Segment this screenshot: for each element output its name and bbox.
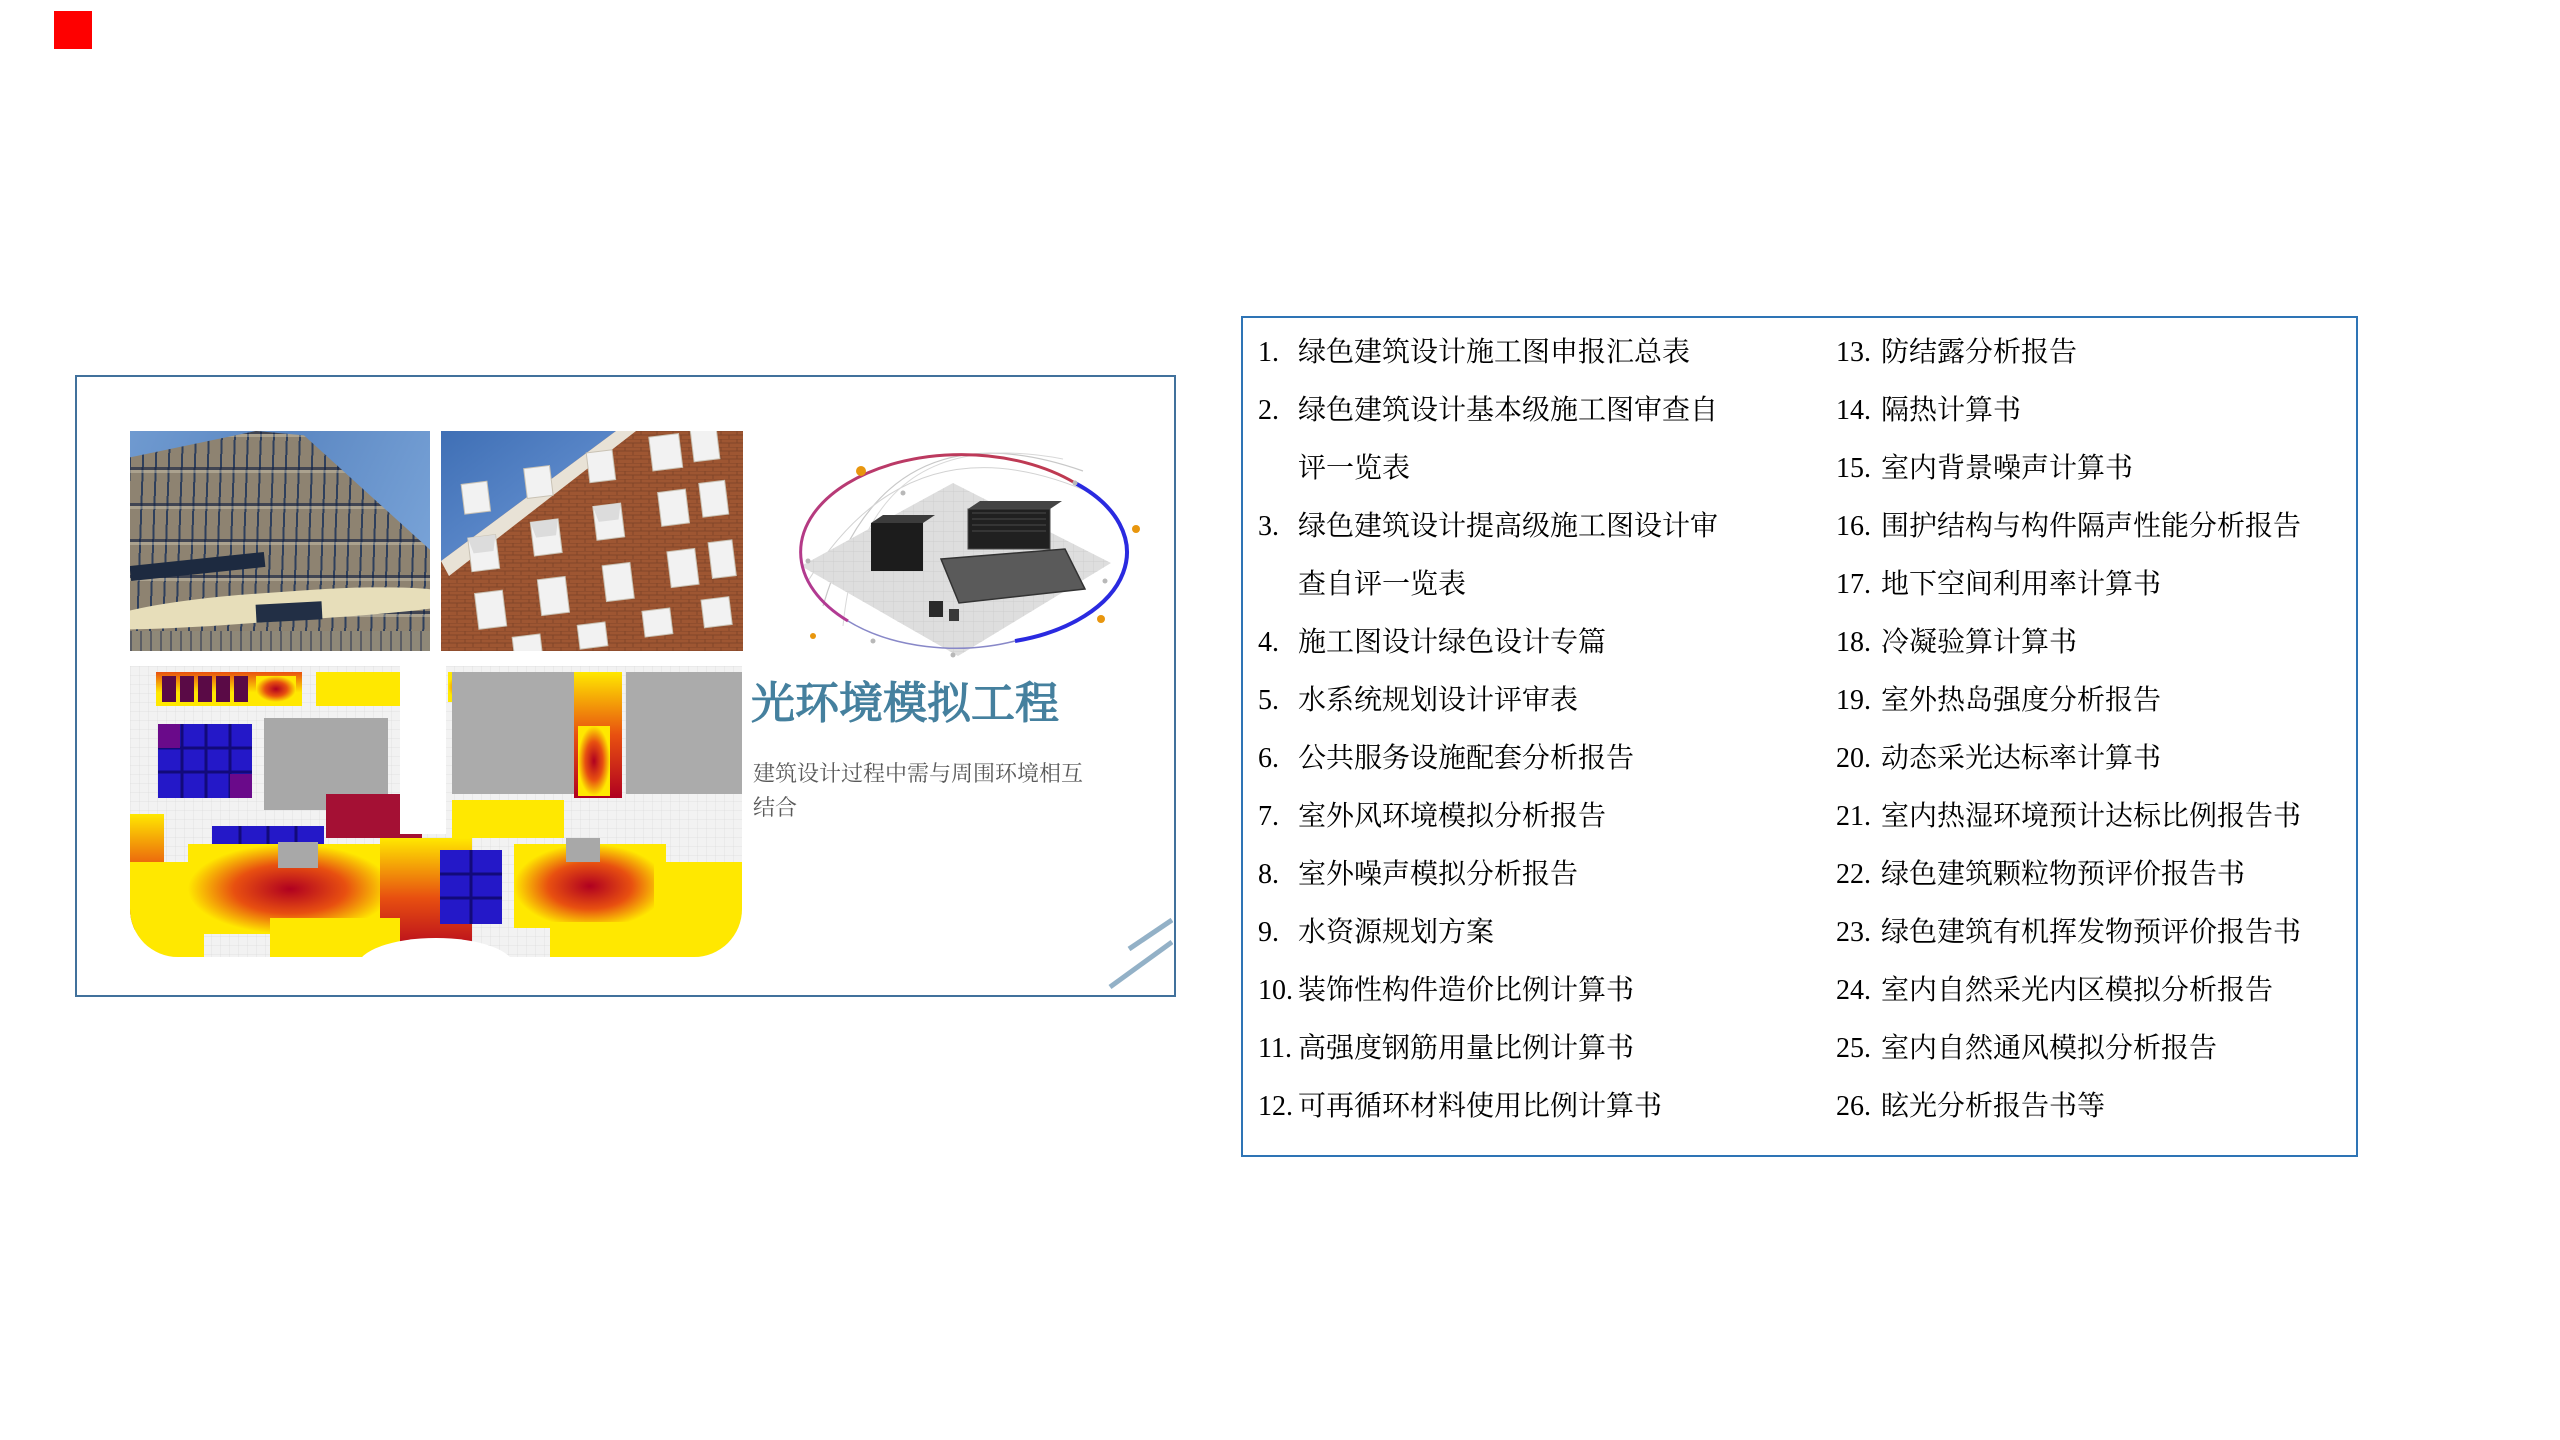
list-item bbox=[1836, 846, 2351, 904]
list-item-text: 公共服务设施配套分析报告 bbox=[1298, 743, 1635, 774]
list-item-number: 15. bbox=[1836, 453, 1871, 484]
list-item-number: 11. bbox=[1258, 1033, 1292, 1064]
list-item-text: 室内热湿环境预计达标比例报告书 bbox=[1881, 801, 2302, 832]
list-item bbox=[1836, 904, 2351, 962]
list-item-text: 高强度钢筋用量比例计算书 bbox=[1298, 1033, 1635, 1064]
list-item bbox=[1836, 498, 2351, 556]
list-item-number: 26. bbox=[1836, 1091, 1871, 1122]
list-item bbox=[1836, 324, 2351, 382]
brick-building-art bbox=[441, 431, 743, 651]
list-item-text: 室内自然采光内区模拟分析报告 bbox=[1881, 975, 2274, 1006]
list-column-right bbox=[1836, 324, 2351, 1136]
list-item-number: 24. bbox=[1836, 975, 1871, 1006]
canopy-structure bbox=[256, 601, 323, 622]
list-item bbox=[1243, 788, 1818, 846]
list-item-number: 19. bbox=[1836, 685, 1871, 716]
list-item bbox=[1243, 846, 1818, 904]
deliverables-list-panel bbox=[1241, 316, 2358, 1157]
list-item-text: 隔热计算书 bbox=[1881, 395, 2022, 426]
list-item-number: 17. bbox=[1836, 569, 1871, 600]
red-marker bbox=[54, 11, 92, 49]
sun-path-simulation-image bbox=[753, 431, 1143, 663]
facade-base bbox=[130, 631, 430, 651]
list-item-text: 地下空间利用率计算书 bbox=[1881, 569, 2162, 600]
list-item-number: 3. bbox=[1258, 511, 1279, 542]
list-item-text: 绿色建筑设计提高级施工图设计审 bbox=[1298, 511, 1719, 542]
list-item bbox=[1836, 382, 2351, 440]
list-item-text: 评一览表 bbox=[1298, 453, 1411, 484]
list-item bbox=[1243, 672, 1818, 730]
overview-panel bbox=[75, 375, 1176, 997]
list-item-text: 室外风环境模拟分析报告 bbox=[1298, 801, 1607, 832]
list-item bbox=[1836, 730, 2351, 788]
list-item bbox=[1836, 614, 2351, 672]
list-item-number: 10. bbox=[1258, 975, 1293, 1006]
list-item-text: 室外热岛强度分析报告 bbox=[1881, 685, 2162, 716]
list-item bbox=[1243, 730, 1818, 788]
list-item-number: 21. bbox=[1836, 801, 1871, 832]
list-item bbox=[1836, 1078, 2351, 1136]
list-item bbox=[1836, 962, 2351, 1020]
list-item-number: 1. bbox=[1258, 337, 1279, 368]
photo-brick-building bbox=[441, 431, 743, 651]
list-item bbox=[1836, 1020, 2351, 1078]
list-item-number: 16. bbox=[1836, 511, 1871, 542]
list-item-number: 6. bbox=[1258, 743, 1279, 774]
list-item bbox=[1836, 440, 2351, 498]
list-item-text: 绿色建筑有机挥发物预评价报告书 bbox=[1881, 917, 2302, 948]
list-item-number: 20. bbox=[1836, 743, 1871, 774]
list-item-text: 可再循环材料使用比例计算书 bbox=[1298, 1091, 1663, 1122]
list-item-text: 绿色建筑设计施工图申报汇总表 bbox=[1298, 337, 1691, 368]
panel-title: 光环境模拟工程 bbox=[751, 679, 1059, 728]
list-item-text: 室内背景噪声计算书 bbox=[1881, 453, 2134, 484]
list-item-text: 绿色建筑颗粒物预评价报告书 bbox=[1881, 859, 2246, 890]
list-item bbox=[1243, 440, 1818, 498]
list-item-text: 水资源规划方案 bbox=[1298, 917, 1495, 948]
list-item-number: 25. bbox=[1836, 1033, 1871, 1064]
list-item bbox=[1836, 788, 2351, 846]
list-item bbox=[1243, 498, 1818, 556]
list-item-number: 23. bbox=[1836, 917, 1871, 948]
list-item-text: 防结露分析报告 bbox=[1881, 337, 2078, 368]
list-item-text: 围护结构与构件隔声性能分析报告 bbox=[1881, 511, 2302, 542]
list-item-number: 5. bbox=[1258, 685, 1279, 716]
daylight-simulation-heatmap bbox=[130, 666, 742, 957]
list-item-number: 18. bbox=[1836, 627, 1871, 658]
list-column-left bbox=[1243, 324, 1818, 1136]
list-item-text: 施工图设计绿色设计专篇 bbox=[1298, 627, 1607, 658]
list-item bbox=[1836, 672, 2351, 730]
panel-subtitle: 建筑设计过程中需与周围环境相互结合 bbox=[753, 761, 1084, 820]
list-item-text: 动态采光达标率计算书 bbox=[1881, 743, 2162, 774]
list-item-number: 12. bbox=[1258, 1091, 1293, 1122]
list-item-text: 冷凝验算计算书 bbox=[1881, 627, 2078, 658]
list-item-text: 眩光分析报告书等 bbox=[1881, 1091, 2106, 1122]
sun-path-art bbox=[753, 431, 1143, 663]
list-item bbox=[1243, 556, 1818, 614]
list-item bbox=[1243, 962, 1818, 1020]
list-item bbox=[1836, 556, 2351, 614]
list-item-number: 4. bbox=[1258, 627, 1279, 658]
list-item bbox=[1243, 614, 1818, 672]
list-item-number: 13. bbox=[1836, 337, 1871, 368]
list-item-number: 8. bbox=[1258, 859, 1279, 890]
corner-decoration-lines bbox=[1053, 874, 1173, 994]
list-item bbox=[1243, 1020, 1818, 1078]
list-item-text: 水系统规划设计评审表 bbox=[1298, 685, 1579, 716]
daylight-heatmap-art bbox=[130, 666, 742, 957]
photo-glass-facade-building bbox=[130, 431, 430, 651]
list-item bbox=[1243, 1078, 1818, 1136]
list-item-text: 室外噪声模拟分析报告 bbox=[1298, 859, 1579, 890]
list-item bbox=[1243, 324, 1818, 382]
list-item bbox=[1243, 382, 1818, 440]
list-item-text: 室内自然通风模拟分析报告 bbox=[1881, 1033, 2218, 1064]
list-item bbox=[1243, 904, 1818, 962]
list-item-number: 7. bbox=[1258, 801, 1279, 832]
list-item-text: 绿色建筑设计基本级施工图审查自 bbox=[1298, 395, 1719, 426]
list-item-text: 装饰性构件造价比例计算书 bbox=[1298, 975, 1635, 1006]
list-item-text: 查自评一览表 bbox=[1298, 569, 1467, 600]
list-item-number: 2. bbox=[1258, 395, 1279, 426]
list-item-number: 14. bbox=[1836, 395, 1871, 426]
list-item-number: 9. bbox=[1258, 917, 1279, 948]
list-item-number: 22. bbox=[1836, 859, 1871, 890]
